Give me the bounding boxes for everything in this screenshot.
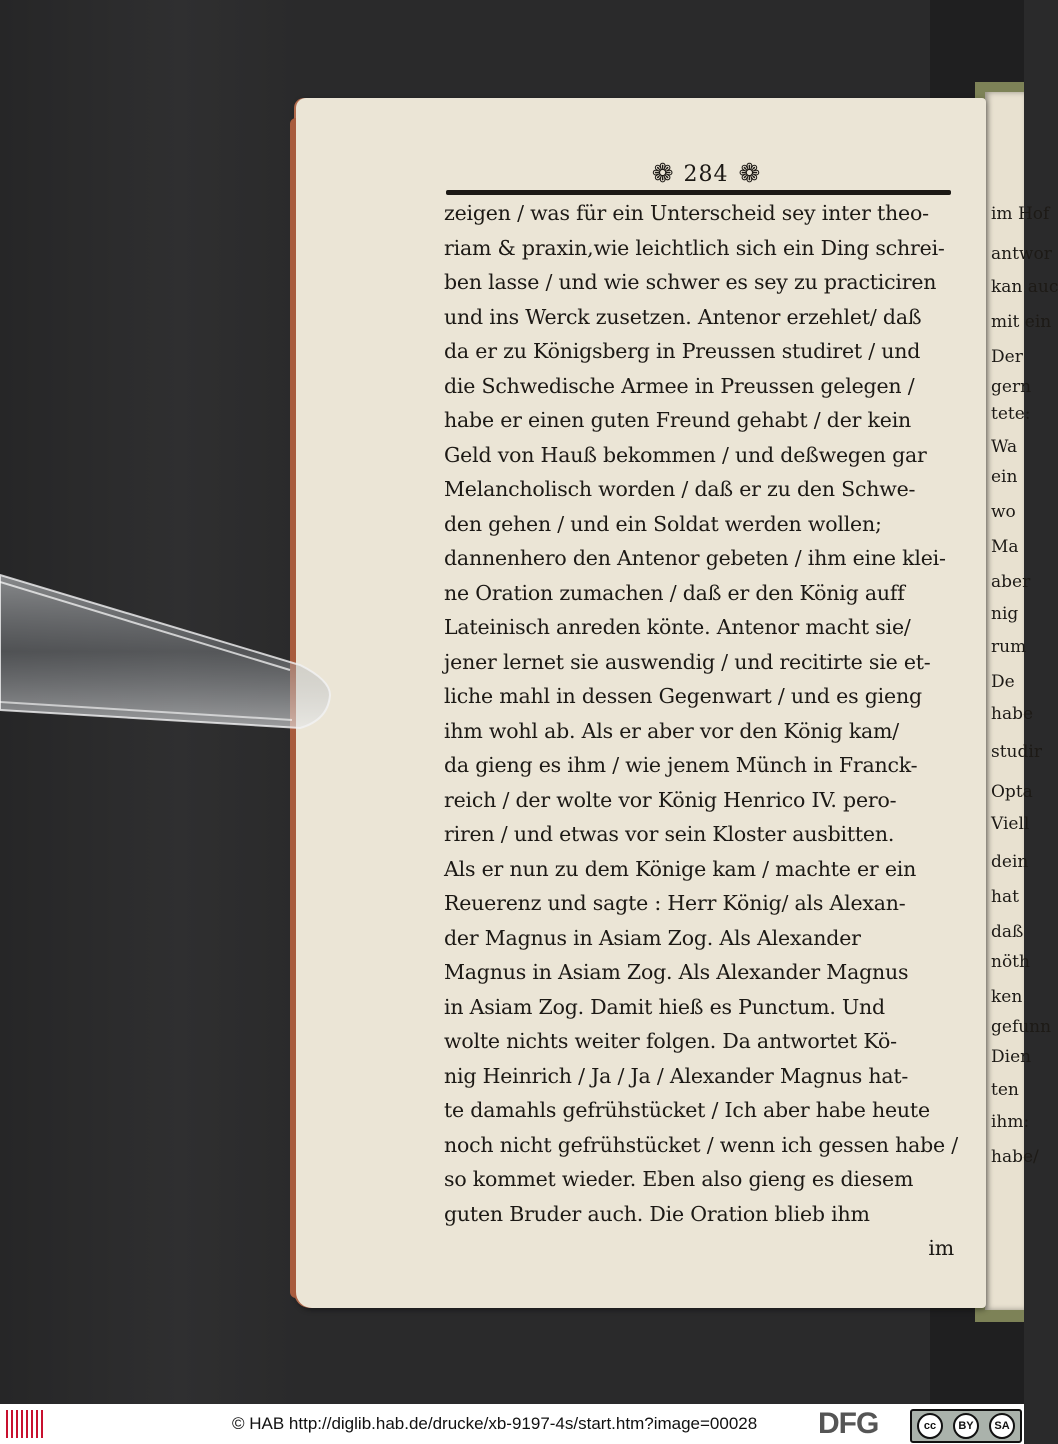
facing-text-fragment: dein: [991, 852, 1029, 872]
facing-text-fragment: ein: [991, 467, 1018, 487]
facing-text-fragment: daß: [991, 922, 1024, 942]
facing-text-fragment: gern: [991, 377, 1032, 397]
text-line: Melancholisch worden / daß er zu den Schwe-: [444, 477, 916, 501]
cc-icon: cc: [917, 1413, 943, 1439]
text-line: da er zu Königsberg in Preussen studiret / und: [444, 339, 921, 363]
text-line: guten Bruder auch. Die Oration blieb ihm: [444, 1201, 870, 1226]
text-line: da gieng es ihm / wie jenem Münch in Franck-: [444, 753, 918, 777]
text-line: dannenhero den Antenor gebeten / ihm eine klei-: [444, 546, 946, 570]
facing-text-fragment: hat: [991, 887, 1019, 907]
facing-text-fragment: habe/: [991, 1147, 1039, 1167]
text-line: Magnus in Asiam Zog. Als Alexander Magnus: [444, 960, 909, 984]
text-line: liche mahl in dessen Gegenwart / und es gieng: [444, 684, 922, 708]
text-line: ne Oration zumachen / daß er den König auff: [444, 580, 905, 605]
text-line: te damahls gefrühstücket / Ich aber habe heute: [444, 1098, 930, 1122]
facing-text-fragment: habe: [991, 704, 1034, 724]
text-line: wolte nichts weiter folgen. Da antwortet Kö-: [444, 1029, 897, 1053]
page-header: [636, 156, 776, 192]
text-line: zeigen / was für ein Unterscheid sey inter theo-: [444, 201, 929, 225]
facing-text-fragment: aber: [991, 572, 1031, 592]
facing-text-fragment: rum: [991, 637, 1027, 657]
facing-text-fragment: gefunn: [991, 1017, 1052, 1037]
page-number: 284: [683, 161, 729, 187]
text-line: Reuerenz und sagte : Herr König/ als Alexan-: [444, 891, 906, 915]
facing-text-fragment: tete:: [991, 404, 1031, 424]
text-line: noch nicht gefrühstücket / wenn ich gessen habe /: [444, 1132, 958, 1157]
text-line: jener lernet sie auswendig / und recitirte sie et-: [444, 649, 931, 674]
text-line: ben lasse / und wie schwer es sey zu practiciren: [444, 270, 937, 294]
facing-text-fragment: Der: [991, 347, 1023, 367]
plastic-clip: [0, 570, 335, 740]
barcode-icon: [6, 1410, 46, 1438]
text-line: so kommet wieder. Eben also gieng es diesem: [444, 1167, 914, 1191]
text-line: Geld von Hauß bekommen / und deßwegen gar: [444, 442, 927, 467]
by-icon: BY: [953, 1413, 979, 1439]
facing-text-fragment: kan auc: [991, 277, 1058, 297]
facing-text-fragment: studir: [991, 742, 1042, 762]
text-line: habe er einen guten Freund gehabt / der kein: [444, 408, 912, 432]
facing-text-fragment: De: [991, 672, 1015, 692]
facing-text-fragment: Opta: [991, 782, 1033, 802]
facing-page: [985, 92, 1058, 1310]
catchword: im: [928, 1236, 954, 1260]
text-line: der Magnus in Asiam Zog. Als Alexander: [444, 925, 861, 950]
facing-text-fragment: im Hof: [991, 204, 1050, 224]
ornament-left-icon: ❁: [651, 159, 674, 189]
header-rule: [446, 190, 951, 195]
text-line: nig Heinrich / Ja / Ja / Alexander Magnus hat-: [444, 1063, 909, 1088]
facing-text-fragment: wo: [991, 502, 1016, 522]
facing-text-fragment: nig: [991, 604, 1019, 624]
text-line: riam & praxin,wie leichtlich sich ein Ding schrei-: [444, 235, 945, 260]
ornament-right-icon: ❁: [738, 159, 761, 189]
text-line: Lateinisch anreden könte. Antenor macht sie/: [444, 615, 911, 639]
facing-text-fragment: nöth: [991, 952, 1030, 972]
facing-text-fragment: ken: [991, 987, 1023, 1007]
text-line: und ins Werck zusetzen. Antenor erzehlet/ daß: [444, 304, 922, 329]
text-line: ihm wohl ab. Als er aber vor den König kam/: [444, 718, 900, 743]
text-line: Als er nun zu dem Könige kam / machte er ein: [444, 856, 917, 881]
page-text: [444, 196, 958, 1266]
text-line: in Asiam Zog. Damit hieß es Punctum. Und: [444, 994, 885, 1019]
footer-bar: [0, 1404, 1024, 1444]
facing-text-fragment: Dien: [991, 1047, 1032, 1067]
text-line: reich / der wolte vor König Henrico IV. pero-: [444, 787, 897, 812]
sa-icon: SA: [989, 1413, 1015, 1439]
text-line: den gehen / und ein Soldat werden wollen;: [444, 511, 882, 536]
book-page: [296, 98, 986, 1308]
facing-text-fragment: antwor: [991, 244, 1052, 264]
dfg-logo: DFG: [818, 1407, 879, 1440]
facing-text-fragment: Viell: [991, 814, 1030, 834]
credit-link[interactable]: © HAB http://diglib.hab.de/drucke/xb-9197-4s/start.htm?image=00028: [232, 1414, 758, 1433]
license-badge[interactable]: [910, 1409, 1022, 1443]
text-line: riren / und etwas vor sein Kloster ausbitten.: [444, 822, 895, 846]
facing-text-fragment: Ma: [991, 537, 1019, 557]
facing-text-fragment: ihm:: [991, 1112, 1030, 1132]
text-line: die Schwedische Armee in Preussen gelegen /: [444, 373, 915, 398]
facing-text-fragment: ten: [991, 1080, 1019, 1100]
facing-text-fragment: mit ein: [991, 312, 1052, 332]
facing-text-fragment: Wa: [991, 437, 1018, 457]
